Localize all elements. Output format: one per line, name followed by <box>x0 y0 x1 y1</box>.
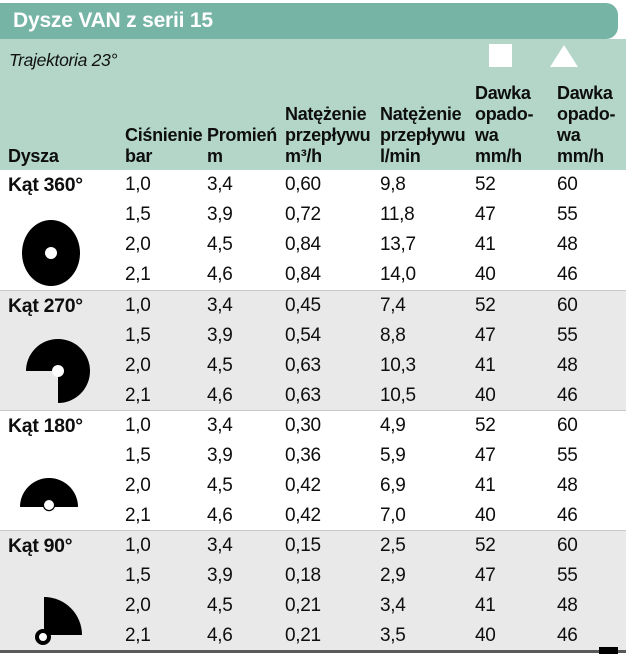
table-cell: 3,4 <box>207 535 233 556</box>
table-row <box>125 621 626 651</box>
table-cell: 4,6 <box>207 625 233 646</box>
table-cell: 0,60 <box>285 174 321 195</box>
table-cell: 1,5 <box>125 325 151 346</box>
table-cell: 2,9 <box>380 565 406 586</box>
table-cell: 8,8 <box>380 325 406 346</box>
table-cell: 46 <box>557 264 578 285</box>
table-cell: 2,5 <box>380 535 406 556</box>
table-row <box>125 230 626 260</box>
triangle-legend-icon <box>550 45 578 67</box>
table-cell: 47 <box>475 325 496 346</box>
table-row <box>125 441 626 471</box>
table-cell: 0,84 <box>285 234 321 255</box>
table-cell: 2,1 <box>125 625 151 646</box>
table-cell: 55 <box>557 565 578 586</box>
table-cell: 55 <box>557 445 578 466</box>
table-cell: 2,1 <box>125 385 151 406</box>
nozzle-sector-90-icon <box>34 591 90 649</box>
table-cell: 0,63 <box>285 385 321 406</box>
section-label: Kąt 270° <box>8 295 83 317</box>
table-cell: 0,63 <box>285 355 321 376</box>
table-cell: 3,4 <box>207 174 233 195</box>
table-cell: 41 <box>475 475 496 496</box>
table-cell: 1,5 <box>125 204 151 225</box>
table-cell: 1,0 <box>125 535 151 556</box>
table-cell: 10,5 <box>380 385 416 406</box>
section-rows <box>125 170 626 290</box>
table-cell: 0,21 <box>285 595 321 616</box>
table-cell: 4,5 <box>207 234 233 255</box>
column-header-natezenie-lmin: Natężenie przepływu l/min <box>380 104 466 166</box>
table-cell: 40 <box>475 625 496 646</box>
table-cell: 55 <box>557 204 578 225</box>
nozzle-sector-270-icon <box>24 337 90 407</box>
column-header-natezenie-m3h: Natężenie przepływu m³/h <box>285 104 371 166</box>
table-row <box>125 200 626 230</box>
table-cell: 47 <box>475 445 496 466</box>
table-row <box>125 531 626 561</box>
table-row <box>125 321 626 351</box>
column-header-dawka-square: Dawka opado- wa mm/h <box>475 83 534 166</box>
table-cell: 48 <box>557 234 578 255</box>
table-cell: 1,5 <box>125 445 151 466</box>
table-cell: 4,9 <box>380 415 406 436</box>
table-cell: 40 <box>475 385 496 406</box>
title-bar <box>0 3 618 39</box>
column-header-promien: Promień m <box>207 125 277 166</box>
section-kat-90 <box>0 530 626 650</box>
table-cell: 4,5 <box>207 595 233 616</box>
column-header-dysza: Dysza <box>8 146 59 166</box>
table-cell: 48 <box>557 355 578 376</box>
table-cell: 41 <box>475 595 496 616</box>
table-cell: 46 <box>557 385 578 406</box>
data-table <box>0 170 626 650</box>
table-cell: 3,9 <box>207 325 233 346</box>
table-cell: 3,9 <box>207 565 233 586</box>
table-cell: 1,0 <box>125 295 151 316</box>
bottom-rule <box>0 650 626 653</box>
table-cell: 4,5 <box>207 355 233 376</box>
table-cell: 40 <box>475 264 496 285</box>
table-cell: 4,5 <box>207 475 233 496</box>
table-cell: 3,4 <box>207 415 233 436</box>
table-cell: 46 <box>557 625 578 646</box>
table-cell: 0,15 <box>285 535 321 556</box>
table-cell: 40 <box>475 505 496 526</box>
section-label: Kąt 360° <box>8 174 83 196</box>
section-label: Kąt 180° <box>8 415 83 437</box>
table-cell: 52 <box>475 174 496 195</box>
table-cell: 41 <box>475 355 496 376</box>
table-cell: 41 <box>475 234 496 255</box>
table-cell: 0,72 <box>285 204 321 225</box>
table-row <box>125 381 626 411</box>
bottom-corner-mark <box>599 647 618 654</box>
section-kat-270 <box>0 290 626 410</box>
column-header-dawka-triangle: Dawka opado- wa mm/h <box>557 83 616 166</box>
table-cell: 3,4 <box>207 295 233 316</box>
table-cell: 13,7 <box>380 234 416 255</box>
column-headers <box>0 83 626 167</box>
table-cell: 47 <box>475 204 496 225</box>
table-row <box>125 260 626 290</box>
table-cell: 4,6 <box>207 264 233 285</box>
section-rows <box>125 411 626 531</box>
table-cell: 14,0 <box>380 264 416 285</box>
section-kat-360 <box>0 170 626 290</box>
table-cell: 52 <box>475 295 496 316</box>
table-cell: 1,0 <box>125 415 151 436</box>
table-cell: 2,0 <box>125 234 151 255</box>
page-title: Dysze VAN z serii 15 <box>13 9 213 32</box>
section-rows <box>125 531 626 651</box>
section-label: Kąt 90° <box>8 535 73 557</box>
table-cell: 4,6 <box>207 505 233 526</box>
table-cell: 0,18 <box>285 565 321 586</box>
table-cell: 2,1 <box>125 264 151 285</box>
table-cell: 10,3 <box>380 355 416 376</box>
table-row <box>125 471 626 501</box>
table-cell: 60 <box>557 415 578 436</box>
table-cell: 48 <box>557 595 578 616</box>
table-row <box>125 501 626 531</box>
table-cell: 0,54 <box>285 325 321 346</box>
table-cell: 47 <box>475 565 496 586</box>
table-cell: 0,42 <box>285 505 321 526</box>
table-cell: 2,0 <box>125 355 151 376</box>
section-rows <box>125 291 626 411</box>
table-cell: 2,0 <box>125 475 151 496</box>
table-row <box>125 591 626 621</box>
table-cell: 60 <box>557 174 578 195</box>
square-legend-icon <box>489 44 512 67</box>
table-cell: 0,42 <box>285 475 321 496</box>
table-cell: 3,9 <box>207 204 233 225</box>
table-row <box>125 411 626 441</box>
table-cell: 9,8 <box>380 174 406 195</box>
table-cell: 1,5 <box>125 565 151 586</box>
table-cell: 4,6 <box>207 385 233 406</box>
table-cell: 5,9 <box>380 445 406 466</box>
table-cell: 46 <box>557 505 578 526</box>
table-cell: 7,0 <box>380 505 406 526</box>
nozzle-sector-180-icon <box>20 472 78 512</box>
table-row <box>125 291 626 321</box>
table-cell: 0,30 <box>285 415 321 436</box>
table-cell: 0,21 <box>285 625 321 646</box>
column-header-cisnienie: Ciśnienie bar <box>125 125 203 166</box>
table-cell: 3,5 <box>380 625 406 646</box>
table-cell: 55 <box>557 325 578 346</box>
table-cell: 7,4 <box>380 295 406 316</box>
trajectory-subtitle: Trajektoria 23° <box>9 50 118 70</box>
table-cell: 11,8 <box>380 204 415 225</box>
table-cell: 1,0 <box>125 174 151 195</box>
table-cell: 3,4 <box>380 595 406 616</box>
table-cell: 0,84 <box>285 264 321 285</box>
table-cell: 60 <box>557 295 578 316</box>
section-kat-180 <box>0 410 626 530</box>
table-cell: 0,36 <box>285 445 321 466</box>
nozzle-sector-360-icon <box>22 220 80 286</box>
table-cell: 2,1 <box>125 505 151 526</box>
table-header-band <box>0 39 626 170</box>
table-row <box>125 351 626 381</box>
table-cell: 48 <box>557 475 578 496</box>
table-cell: 0,45 <box>285 295 321 316</box>
table-cell: 3,9 <box>207 445 233 466</box>
table-cell: 60 <box>557 535 578 556</box>
table-row <box>125 561 626 591</box>
table-cell: 52 <box>475 415 496 436</box>
table-cell: 2,0 <box>125 595 151 616</box>
table-row <box>125 170 626 200</box>
table-cell: 6,9 <box>380 475 406 496</box>
table-cell: 52 <box>475 535 496 556</box>
